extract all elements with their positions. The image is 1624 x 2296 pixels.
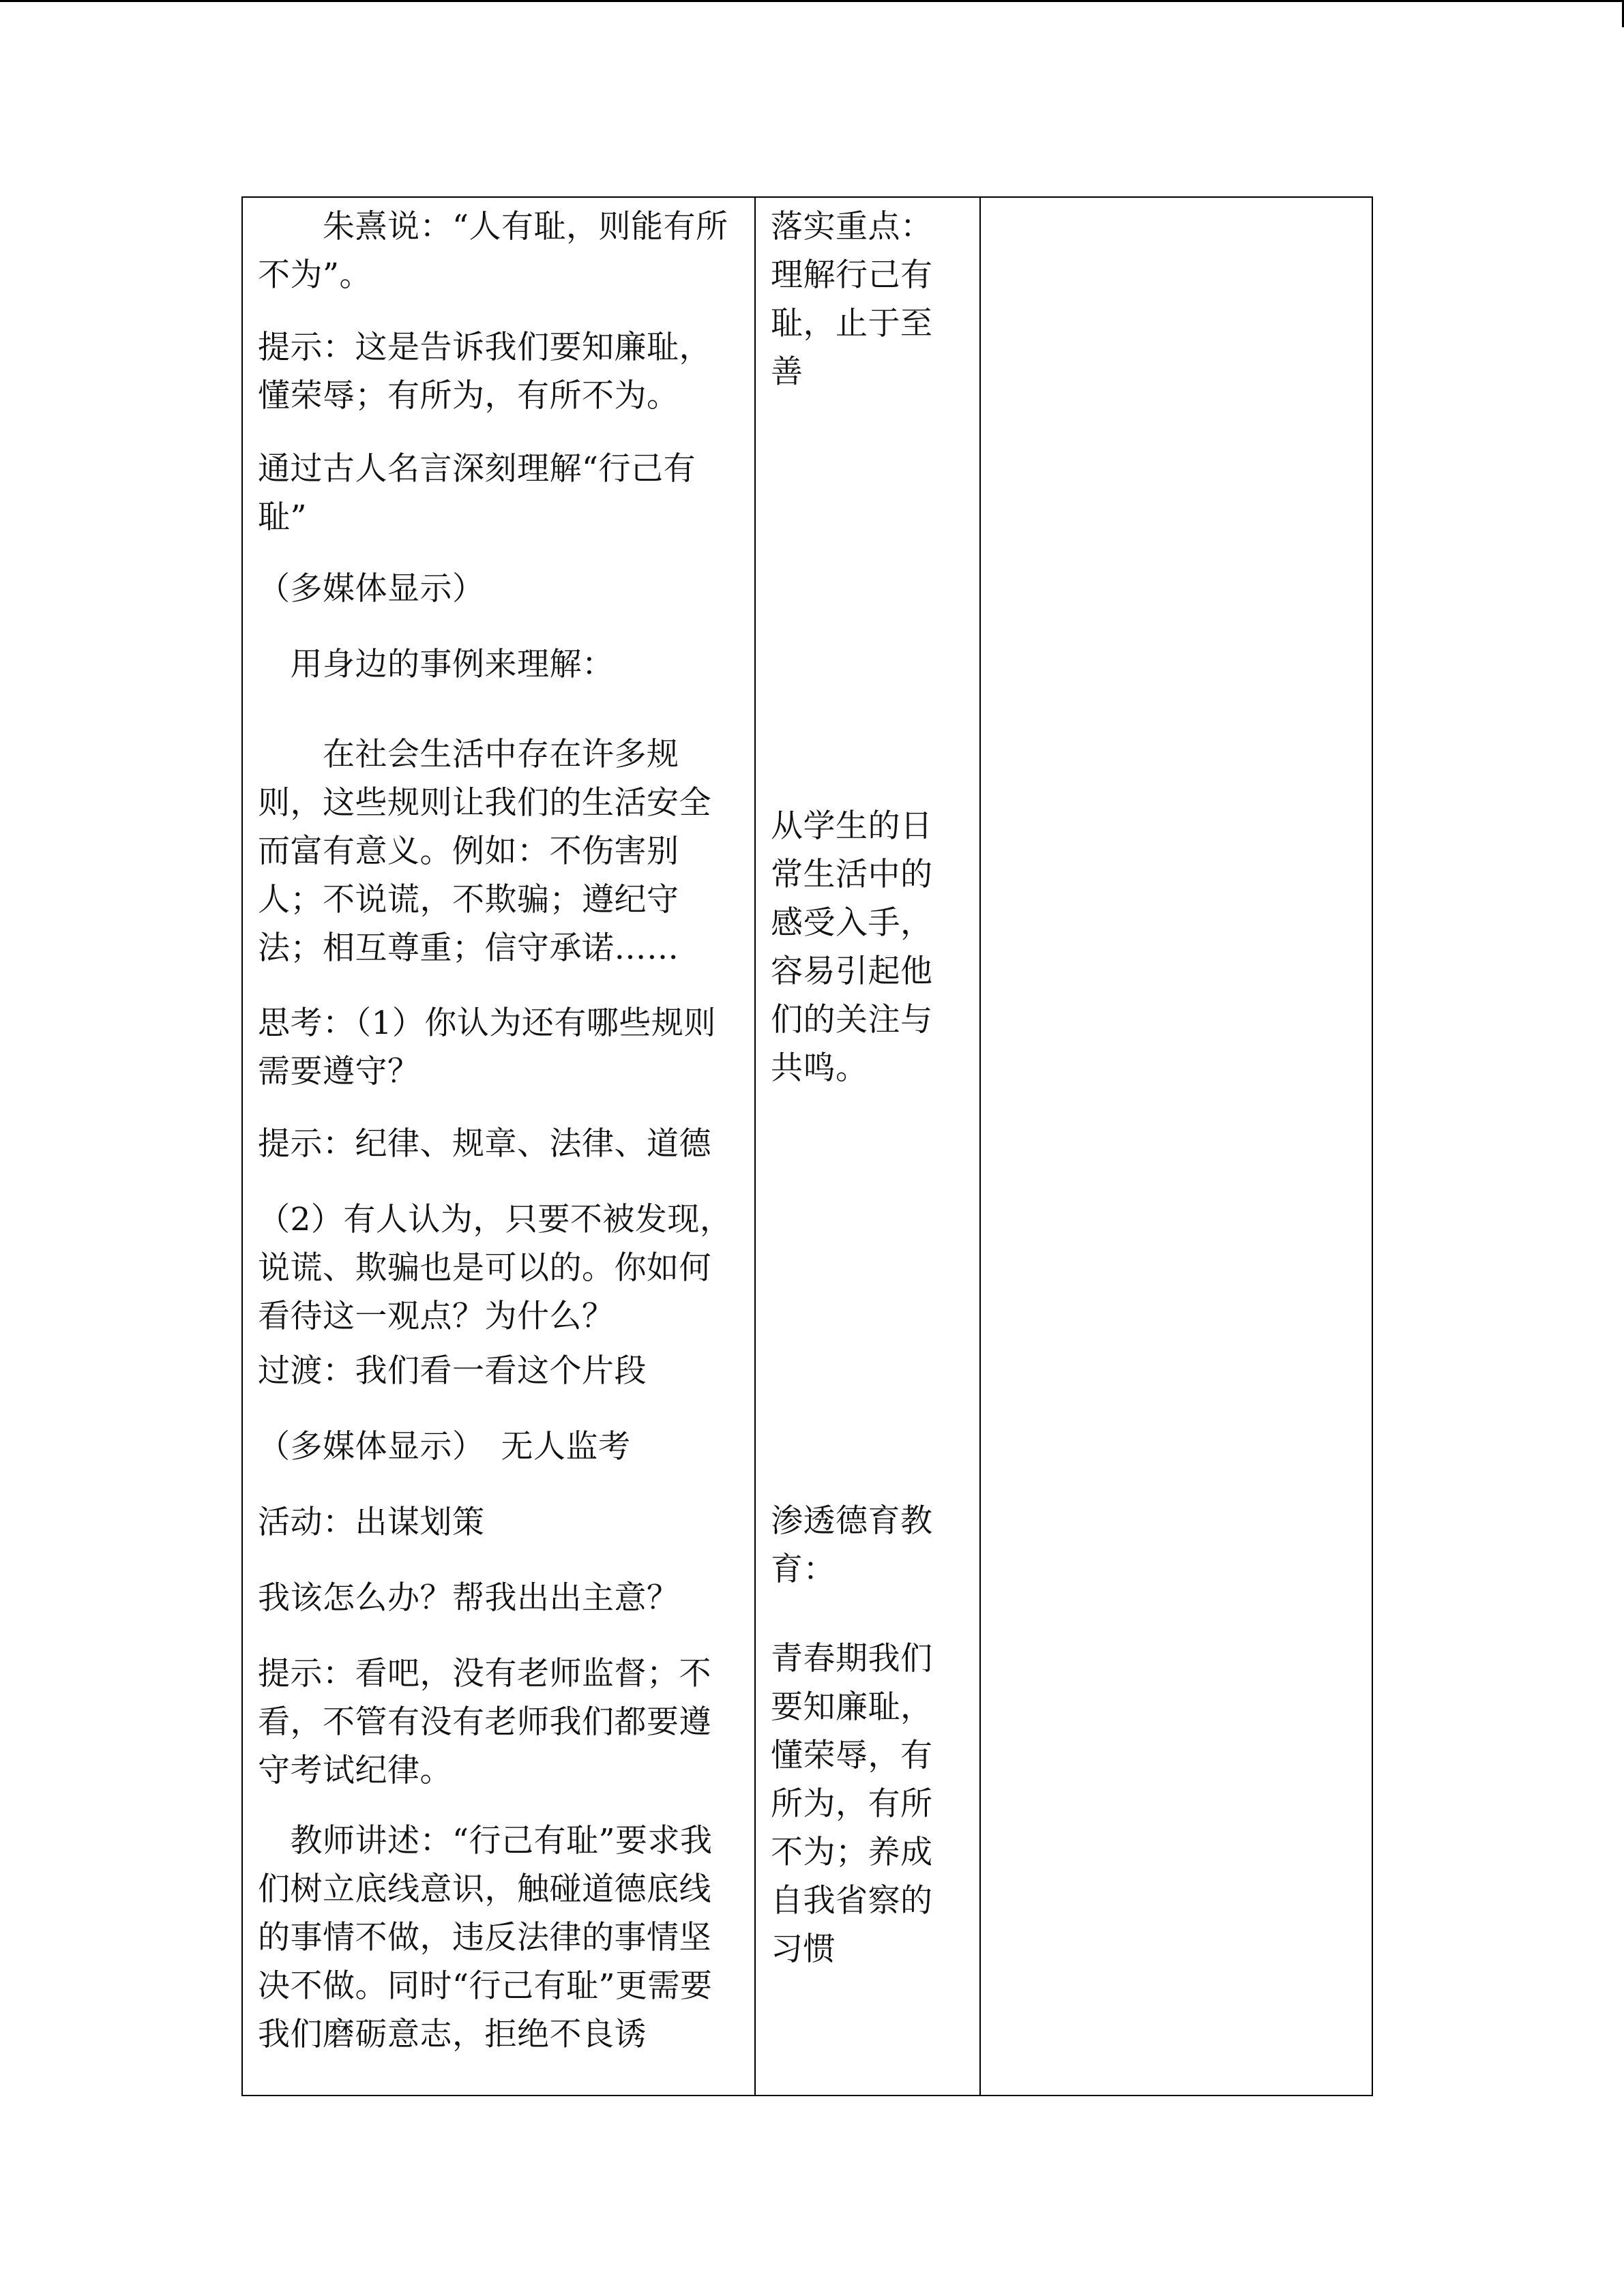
activity-paragraph-3: 通过古人名言深刻理解“行己有耻”	[258, 450, 696, 536]
activity-paragraph-11: （多媒体显示） 无人监考	[258, 1428, 631, 1465]
activity-paragraph-13: 我该怎么办？帮我出出主意？	[258, 1579, 679, 1617]
intent-paragraph-4: 青春期我们要知廉耻，懂荣辱，有所为，有所不为；养成自我省察的习惯	[771, 1640, 933, 1968]
page-top-rule	[0, 0, 1624, 2]
activity-paragraph-9: （2）有人认为，只要不被发现，说谎、欺骗也是可以的。你如何看待这一观点？为什么？	[258, 1201, 733, 1335]
design-intent-column	[756, 198, 981, 2095]
activity-paragraph-8: 提示：纪律、规章、法律、道德	[258, 1125, 711, 1163]
lesson-plan-table	[241, 196, 1373, 2096]
teaching-activity-column	[243, 198, 756, 2095]
activity-paragraph-6: 在社会生活中存在许多规则，这些规则让我们的生活安全而富有意义。例如：不伤害别人；不说谎，不欺骗；遵纪守法；相互尊重；信守承诺……	[258, 736, 711, 967]
activity-paragraph-14: 提示：看吧，没有老师监督；不看，不管有没有老师我们都要遵守考试纪律。	[258, 1655, 711, 1789]
activity-paragraph-10: 过渡：我们看一看这个片段	[258, 1352, 647, 1390]
activity-paragraph-12: 活动：出谋划策	[258, 1504, 485, 1541]
intent-paragraph-1: 落实重点：理解行己有耻，止于至善	[771, 208, 933, 391]
activity-paragraph-4: （多媒体显示）	[258, 570, 485, 608]
activity-paragraph-2: 提示：这是告诉我们要知廉耻，懂荣辱；有所为，有所不为。	[258, 329, 711, 415]
activity-paragraph-5: 用身边的事例来理解：	[258, 646, 615, 683]
activity-paragraph-15: 教师讲述：“行己有耻”要求我们树立底线意识，触碰道德底线的事情不做，违反法律的事情坚决不做。同时“行己有耻”更需要我们磨砺意志，拒绝不良诱	[258, 1822, 713, 2053]
activity-paragraph-1: 朱熹说：“人有耻，则能有所不为”。	[258, 208, 728, 294]
intent-paragraph-3: 渗透德育教育：	[771, 1502, 933, 1588]
activity-paragraph-7: 思考：（1）你认为还有哪些规则需要遵守？	[258, 1004, 716, 1090]
intent-paragraph-2: 从学生的日常生活中的感受入手，容易引起他们的关注与共鸣。	[771, 807, 933, 1087]
notes-column	[981, 198, 1373, 2095]
